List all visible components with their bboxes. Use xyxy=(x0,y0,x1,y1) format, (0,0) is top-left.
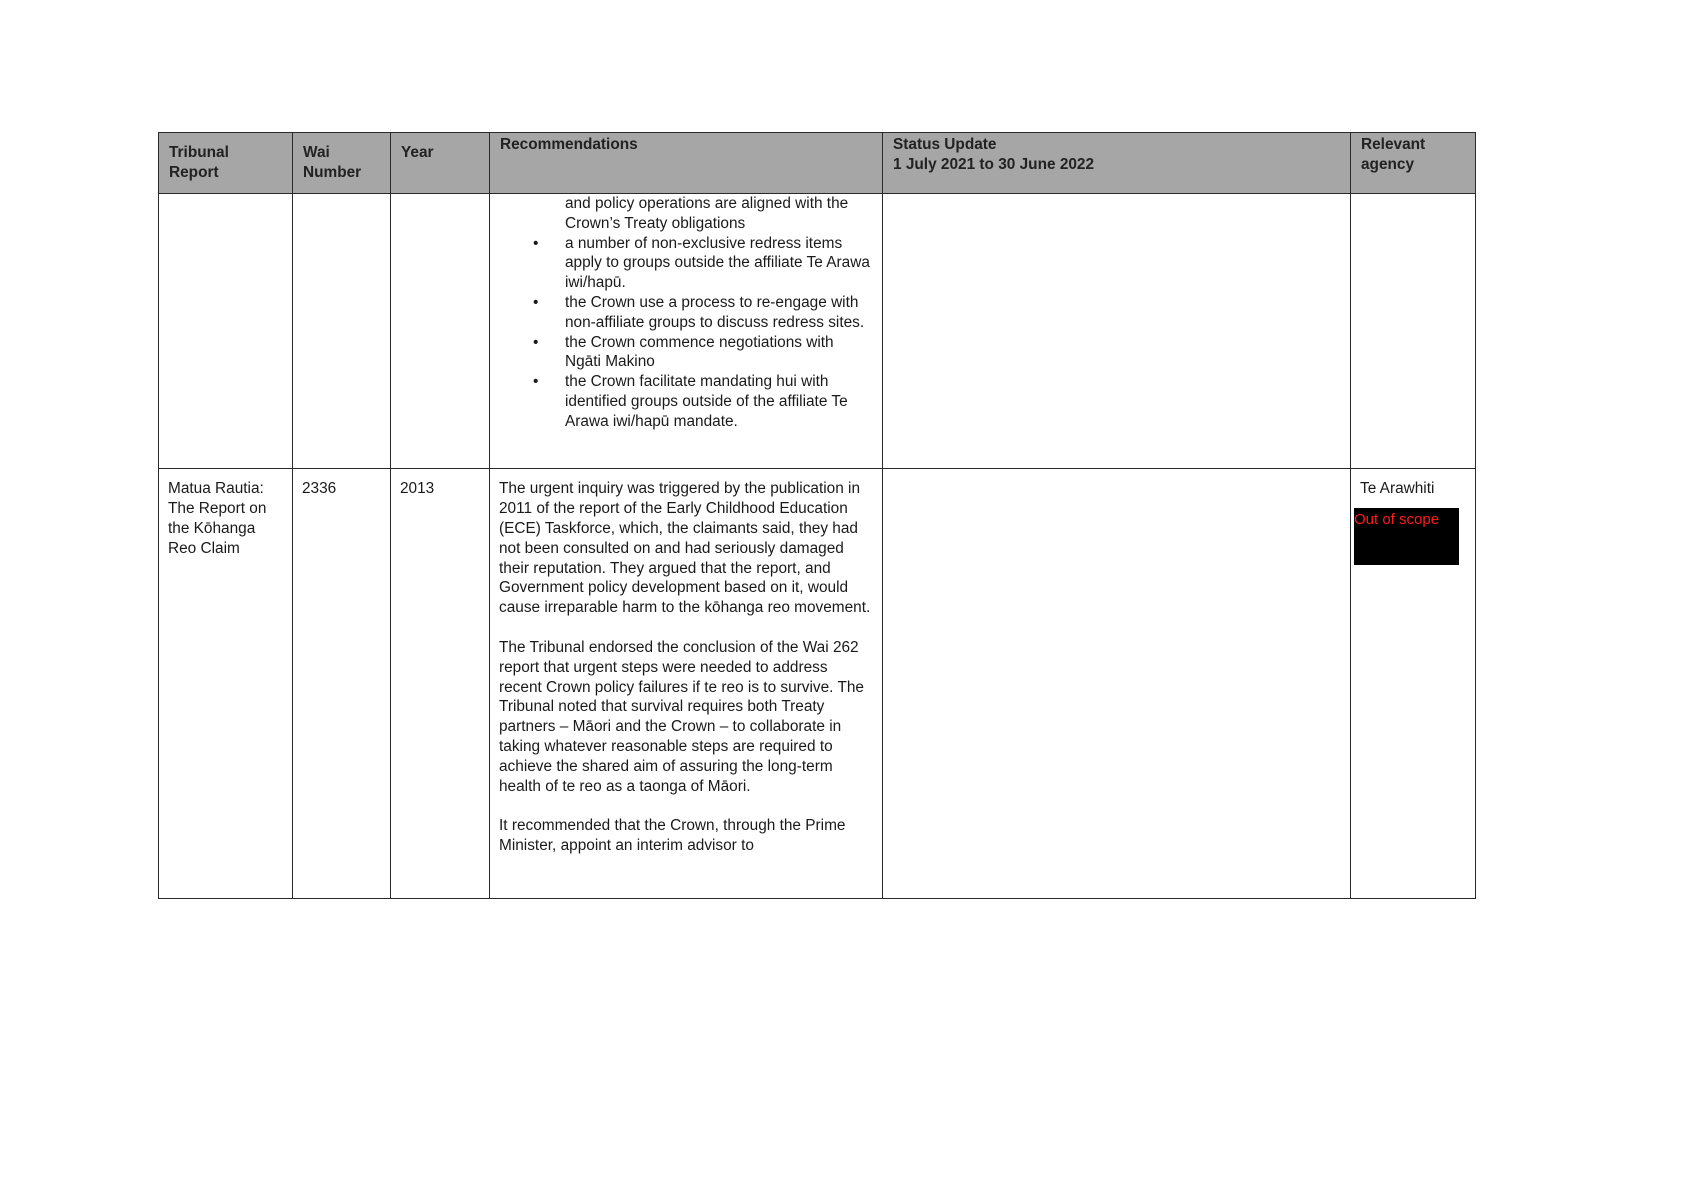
header-status-update-line1: Status Update xyxy=(893,136,997,153)
cell-relevant-agency-empty xyxy=(1351,194,1476,469)
recommendation-paragraph: The urgent inquiry was triggered by the publication in 2011 of the report of the Early Childhood Education (ECE) Taskforce, which, the claimants said, they had not been consulted on and had seriously damaged their reputation. They argued that the report, and Government policy development based on it, would cause irreparable harm to the kōhanga reo movement. xyxy=(499,480,871,617)
relevant-agency-value: Te Arawhiti xyxy=(1360,480,1435,498)
cell-year-empty xyxy=(391,194,490,469)
recommendation-item: • a number of non-exclusive redress items apply to groups outside the affiliate Te Arawa iwi/hapū. xyxy=(565,234,873,293)
recommendation-paragraph: The Tribunal endorsed the conclusion of the Wai 262 report that urgent steps were needed to address recent Crown policy failures if te reo is to survive. The Tribunal noted that survival requires both Treaty partners – Māori and the Crown – to collaborate in taking whatever reasonable steps are required to achieve the shared aim of assuring the long-term health of te reo as a taonga of Māori. xyxy=(499,638,864,795)
table-row-continued xyxy=(159,194,1476,469)
header-relevant-agency xyxy=(1351,133,1476,194)
cell-recommendations xyxy=(490,469,883,899)
cell-status-update xyxy=(883,469,1351,899)
header-recommendations-label: Recommendations xyxy=(500,136,638,153)
redaction-box xyxy=(1354,508,1459,565)
header-tribunal-report xyxy=(159,133,293,194)
table-header-row xyxy=(159,133,1476,194)
header-wai-number xyxy=(293,133,391,194)
header-tribunal-report-line1: Tribunal xyxy=(169,144,229,161)
cell-relevant-agency xyxy=(1351,469,1476,899)
header-status-update-line2: 1 July 2021 to 30 June 2022 xyxy=(893,155,1095,173)
recommendation-item: and policy operations are aligned with the Crown’s Treaty obligations xyxy=(565,195,849,232)
header-relevant-agency-line1: Relevant xyxy=(1361,136,1426,153)
cell-tribunal-report xyxy=(159,469,293,899)
cell-tribunal-report-empty xyxy=(159,194,293,469)
wai-number-value: 2336 xyxy=(302,480,337,498)
header-year-label: Year xyxy=(401,144,434,161)
cell-recommendations-continued xyxy=(490,194,883,469)
recommendation-paragraph: It recommended that the Crown, through the Prime Minister, appoint an interim advisor to xyxy=(499,817,846,855)
cell-wai-number xyxy=(293,469,391,899)
recommendation-item: • the Crown commence negotiations with Ngāti Makino xyxy=(565,333,873,373)
year-value: 2013 xyxy=(400,480,435,498)
cell-year xyxy=(391,469,490,899)
header-recommendations xyxy=(490,133,883,194)
header-wai-number-line2: Number xyxy=(303,163,362,181)
tribunal-report-name: Matua Rautia: The Report on the Kōhanga Reo Claim xyxy=(168,480,267,557)
header-status-update xyxy=(883,133,1351,194)
tribunal-recommendations-table xyxy=(158,132,1476,899)
recommendation-bullet-list xyxy=(499,194,873,432)
table-row xyxy=(159,469,1476,899)
header-tribunal-report-line2: Report xyxy=(169,163,219,181)
recommendation-item: • the Crown facilitate mandating hui with identified groups outside of the affiliate Te Arawa iwi/hapū mandate. xyxy=(565,372,873,431)
recommendation-item: • the Crown use a process to re-engage with non-affiliate groups to discuss redress sites. xyxy=(565,293,873,333)
status-update-value xyxy=(883,469,1350,479)
cell-wai-number-empty xyxy=(293,194,391,469)
cell-status-update-empty xyxy=(883,194,1351,469)
header-relevant-agency-line2: agency xyxy=(1361,155,1415,173)
header-year xyxy=(391,133,490,194)
redaction-label: Out of scope xyxy=(1354,511,1440,529)
header-wai-number-line1: Wai xyxy=(303,144,330,161)
